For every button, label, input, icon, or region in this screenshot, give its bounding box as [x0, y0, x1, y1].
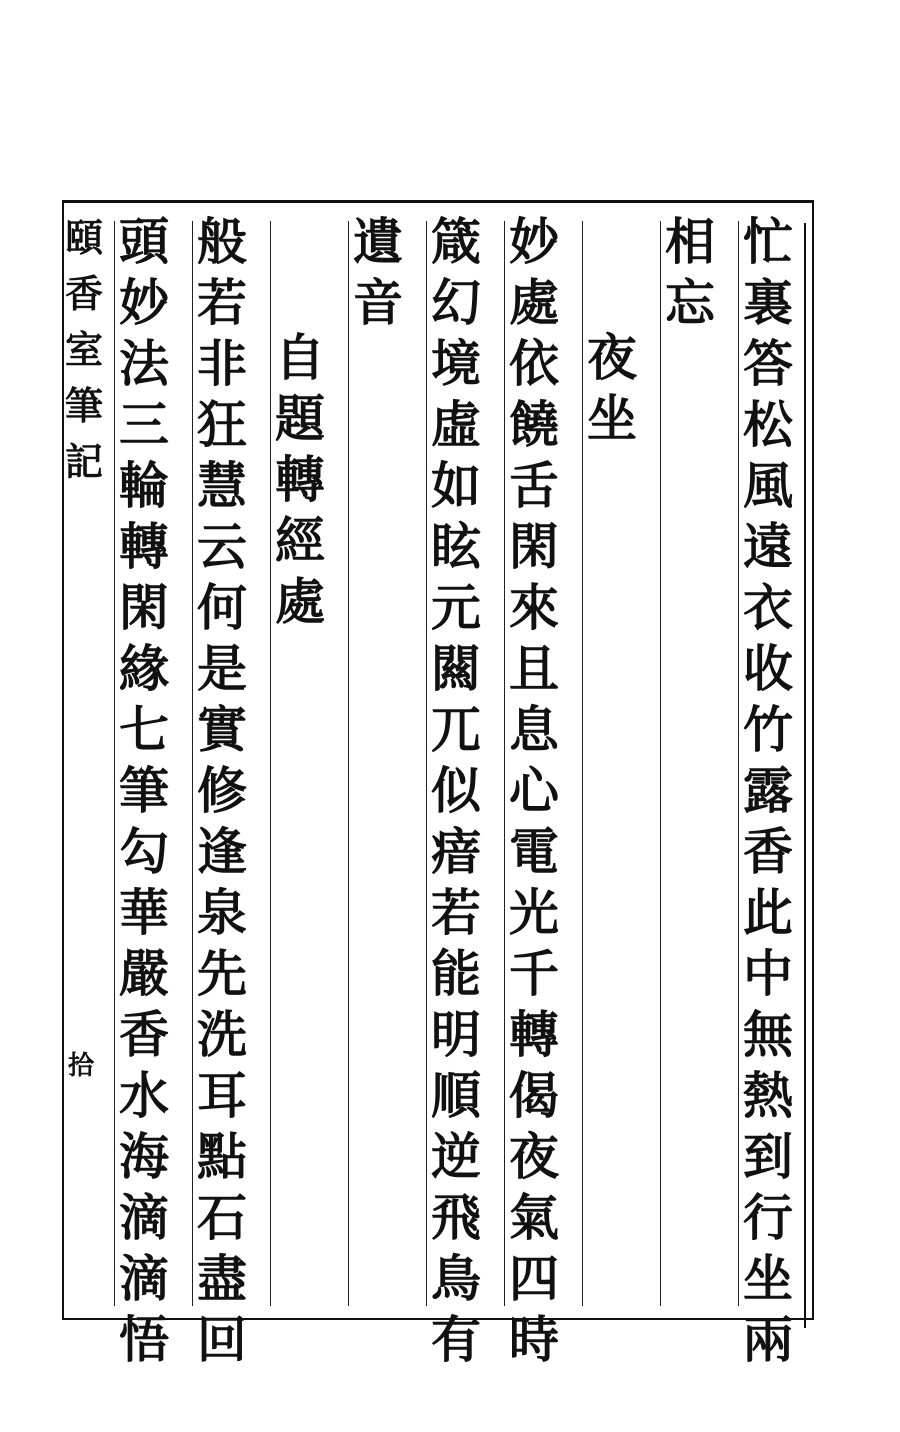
- character: 香: [743, 822, 793, 881]
- character: 滴: [119, 1249, 169, 1308]
- character: 水: [119, 1066, 169, 1125]
- character: 似: [431, 761, 481, 820]
- character: 如: [431, 456, 481, 515]
- character: 轉: [275, 450, 325, 509]
- character: 幻: [431, 273, 481, 332]
- character: 露: [743, 761, 793, 820]
- character: 饒: [509, 395, 559, 454]
- character: 電: [509, 822, 559, 881]
- character: 此: [743, 883, 793, 942]
- character: 明: [431, 1005, 481, 1064]
- character: 忙: [743, 212, 793, 271]
- character: 狂: [197, 395, 247, 454]
- character: 處: [509, 273, 559, 332]
- character: 點: [197, 1127, 247, 1186]
- character: 是: [197, 639, 247, 698]
- character: 筆: [119, 761, 169, 820]
- character: 眩: [431, 517, 481, 576]
- character: 鳥: [431, 1249, 481, 1308]
- text-column-8: [190, 212, 254, 1371]
- character: 筆: [64, 383, 103, 428]
- character: 洗: [197, 1005, 247, 1064]
- character: 到: [743, 1127, 793, 1186]
- character: 處: [275, 572, 325, 631]
- character: 相: [665, 212, 715, 271]
- character: 輪: [119, 456, 169, 515]
- character: 答: [743, 334, 793, 393]
- character: 收: [743, 639, 793, 698]
- character: 衣: [743, 578, 793, 637]
- character: 妙: [509, 212, 559, 271]
- poem-title-night-sitting: [580, 328, 644, 450]
- character: 耳: [197, 1066, 247, 1125]
- character: 裏: [743, 273, 793, 332]
- character: 香: [119, 1005, 169, 1064]
- character: 嚴: [119, 944, 169, 1003]
- poem-title-sutra-place: [268, 328, 332, 633]
- character: 闗: [431, 639, 481, 698]
- character: 自: [275, 328, 325, 387]
- text-column-4: [502, 212, 566, 1371]
- character: 音: [353, 273, 403, 332]
- character: 七: [119, 700, 169, 759]
- character: 忘: [665, 273, 715, 332]
- column-rule: [348, 221, 349, 1306]
- character: 偈: [509, 1066, 559, 1125]
- character: 題: [275, 389, 325, 448]
- character: 箴: [431, 212, 481, 271]
- character: 舌: [509, 456, 559, 515]
- character: 千: [509, 944, 559, 1003]
- character: 修: [197, 761, 247, 820]
- character: 盡: [197, 1249, 247, 1308]
- character: 回: [197, 1310, 247, 1369]
- character: 勾: [119, 822, 169, 881]
- character: 有: [431, 1310, 481, 1369]
- book-title-margin: [64, 212, 104, 492]
- character: 氣: [509, 1188, 559, 1247]
- character: 閑: [509, 517, 559, 576]
- text-column-2: [658, 212, 722, 334]
- character: 無: [743, 1005, 793, 1064]
- character: 轉: [509, 1005, 559, 1064]
- character: 遺: [353, 212, 403, 271]
- character: 瘖: [431, 822, 481, 881]
- character: 兀: [431, 700, 481, 759]
- character: 時: [509, 1310, 559, 1369]
- character: 兩: [743, 1310, 793, 1369]
- character: 經: [275, 511, 325, 570]
- character: 松: [743, 395, 793, 454]
- character: 妙: [119, 273, 169, 332]
- character: 逆: [431, 1127, 481, 1186]
- leaf-number: 拾: [68, 1051, 95, 1081]
- character: 悟: [119, 1310, 169, 1369]
- inner-border-line: [804, 223, 806, 1328]
- character: 三: [119, 395, 169, 454]
- character: 緣: [119, 639, 169, 698]
- character: 順: [431, 1066, 481, 1125]
- character: 法: [119, 334, 169, 393]
- text-column-1: [736, 212, 800, 1371]
- character: 滴: [119, 1188, 169, 1247]
- character: 慧: [197, 456, 247, 515]
- character: 行: [743, 1188, 793, 1247]
- character: 若: [431, 883, 481, 942]
- character: 石: [197, 1188, 247, 1247]
- character: 且: [509, 639, 559, 698]
- character: 心: [509, 761, 559, 820]
- character: 頭: [119, 212, 169, 271]
- character: 坐: [743, 1249, 793, 1308]
- character: 何: [197, 578, 247, 637]
- character: 頤: [64, 215, 103, 260]
- text-column-5: [424, 212, 488, 1371]
- character: 飛: [431, 1188, 481, 1247]
- character: 來: [509, 578, 559, 637]
- character: 夜: [509, 1127, 559, 1186]
- character: 境: [431, 334, 481, 393]
- character: 般: [197, 212, 247, 271]
- character: 記: [64, 439, 103, 484]
- character: 元: [431, 578, 481, 637]
- character: 熱: [743, 1066, 793, 1125]
- character: 云: [197, 517, 247, 576]
- character: 四: [509, 1249, 559, 1308]
- column-rule: [660, 221, 661, 1306]
- character: 依: [509, 334, 559, 393]
- character: 能: [431, 944, 481, 1003]
- character: 光: [509, 883, 559, 942]
- character: 遠: [743, 517, 793, 576]
- character: 海: [119, 1127, 169, 1186]
- character: 逢: [197, 822, 247, 881]
- character: 華: [119, 883, 169, 942]
- text-column-9: [112, 212, 176, 1371]
- character: 泉: [197, 883, 247, 942]
- character: 香: [64, 271, 103, 316]
- character: 實: [197, 700, 247, 759]
- character: 先: [197, 944, 247, 1003]
- character: 非: [197, 334, 247, 393]
- character: 息: [509, 700, 559, 759]
- character: 虛: [431, 395, 481, 454]
- character: 室: [64, 327, 103, 372]
- character: 若: [197, 273, 247, 332]
- character: 竹: [743, 700, 793, 759]
- character: 中: [743, 944, 793, 1003]
- character: 夜: [587, 328, 637, 387]
- character: 轉: [119, 517, 169, 576]
- character: 風: [743, 456, 793, 515]
- character: 閑: [119, 578, 169, 637]
- text-column-6: [346, 212, 410, 334]
- character: 坐: [587, 389, 637, 448]
